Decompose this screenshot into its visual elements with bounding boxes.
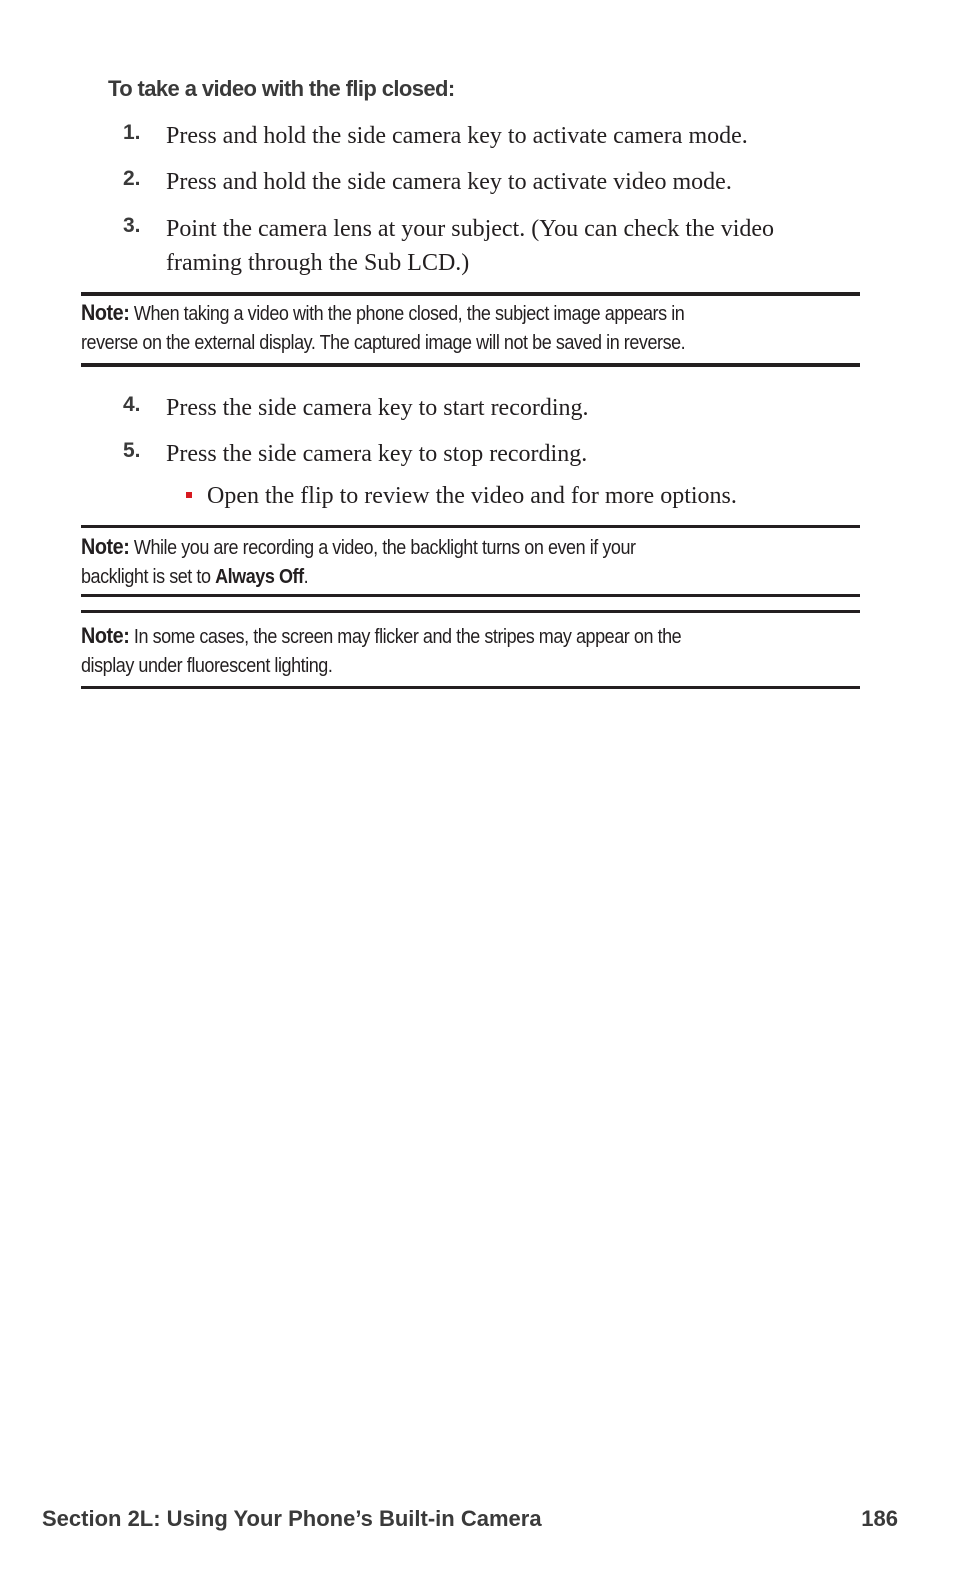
step-number: 4.	[123, 393, 141, 416]
step-text	[166, 212, 866, 280]
note-rule-bottom	[81, 594, 860, 597]
note-line	[81, 563, 792, 592]
setting-name: Always Off	[215, 566, 304, 588]
footer-section-title: Section 2L: Using Your Phone’s Built-in Camera	[42, 1506, 542, 1531]
step-number: 1.	[123, 121, 141, 144]
note-1	[81, 298, 792, 358]
note-label: Note:	[81, 534, 130, 559]
note-rule-top	[81, 610, 860, 613]
step-text: Press and hold the side camera key to activate video mode.	[166, 169, 732, 195]
step-text: Press and hold the side camera key to activate camera mode.	[166, 123, 748, 149]
note-2	[81, 532, 792, 592]
note-line: reverse on the external display. The captured image will not be saved in reverse.	[81, 332, 686, 354]
section-heading: To take a video with the flip closed:	[108, 76, 455, 101]
note-text: .	[303, 566, 309, 588]
bullet-square-icon	[186, 492, 192, 498]
step-number: 5.	[123, 439, 141, 462]
note-line	[81, 298, 792, 329]
bullet-text: Open the flip to review the video and for more options.	[207, 483, 737, 509]
note-text: backlight is set to	[81, 566, 211, 588]
step-text: Press the side camera key to start recording.	[166, 395, 589, 421]
note-text: In some cases, the screen may flicker and the stripes may appear on the	[133, 626, 682, 648]
note-line: display under fluorescent lighting.	[81, 655, 333, 677]
note-rule-bottom	[81, 363, 860, 367]
note-rule-top	[81, 525, 860, 528]
note-line	[81, 621, 792, 652]
note-label: Note:	[81, 623, 130, 648]
note-rule-top	[81, 292, 860, 296]
note-text: When taking a video with the phone closed, the subject image appears in	[133, 303, 685, 325]
step-text-line: framing through the Sub LCD.)	[166, 250, 470, 276]
step-text: Press the side camera key to stop recording.	[166, 441, 588, 467]
footer-page-number: 186	[861, 1506, 898, 1531]
step-number: 3.	[123, 214, 141, 237]
step-number: 2.	[123, 167, 141, 190]
note-3	[81, 621, 792, 681]
note-label: Note:	[81, 300, 130, 325]
step-text-line: Point the camera lens at your subject. (You can check the video	[166, 216, 775, 242]
note-line	[81, 532, 792, 563]
note-text: While you are recording a video, the backlight turns on even if your	[133, 537, 636, 559]
note-rule-bottom	[81, 686, 860, 689]
